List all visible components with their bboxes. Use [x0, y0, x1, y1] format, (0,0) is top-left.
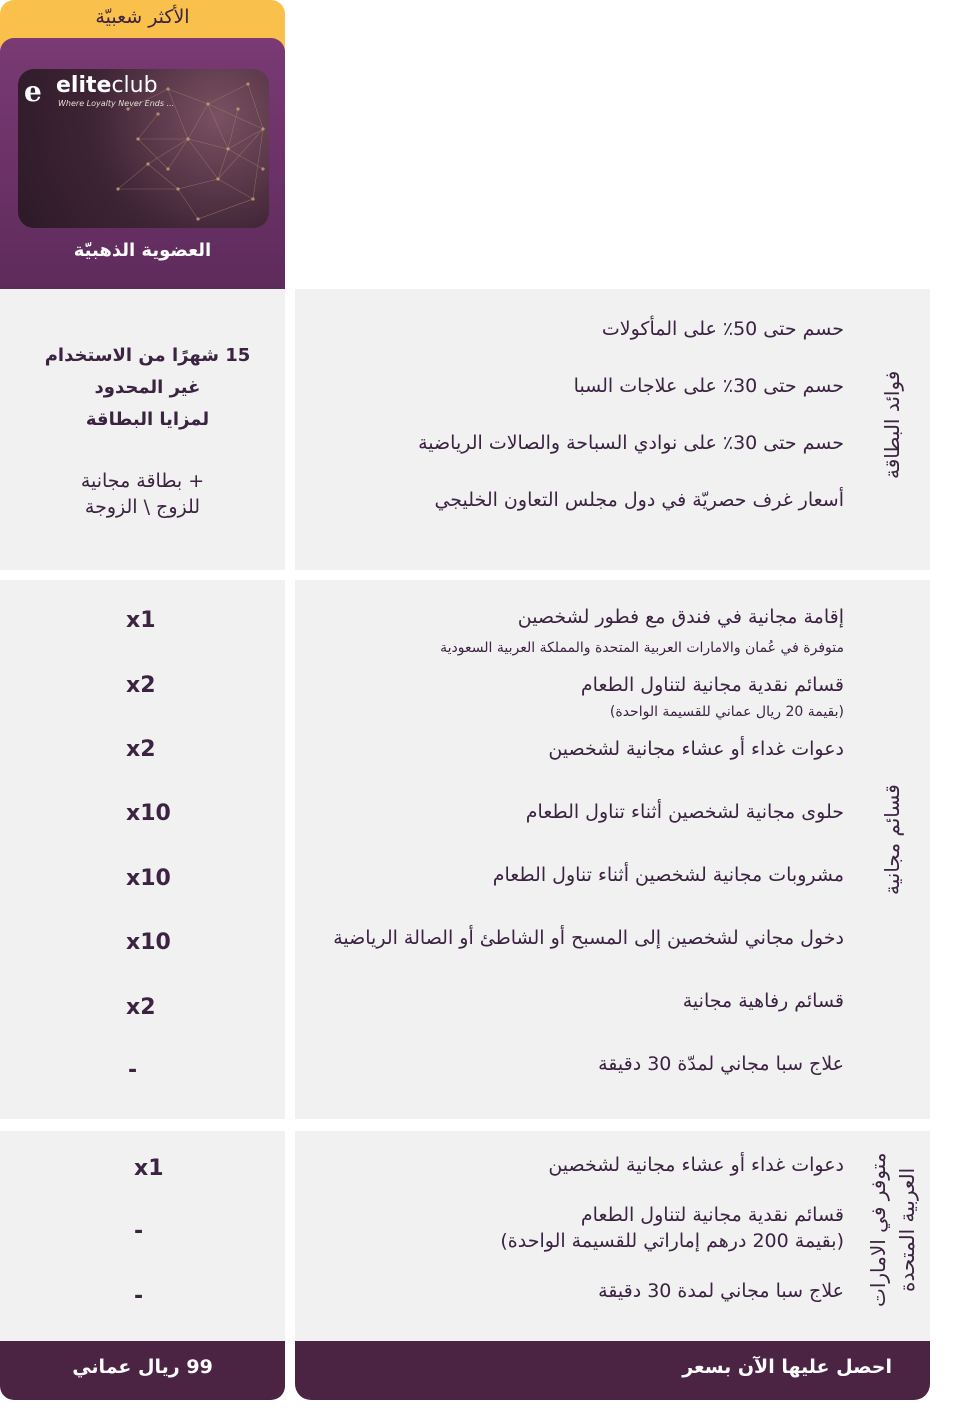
uae-note: (بقيمة 200 درهم إماراتي للقسيمة الواحدة) [500, 1230, 844, 1252]
voucher-item: دعوات غداء أو عشاء مجانية لشخصين [548, 738, 844, 760]
usage-period: 15 شهرًا من الاستخدام غير المحدود لمزايا البطاقة [44, 345, 251, 430]
uae-section-label-line1: متوفر في الامارات [866, 1152, 890, 1308]
voucher-qty: x10 [126, 866, 171, 891]
voucher-qty: x1 [126, 608, 156, 633]
voucher-qty: x2 [126, 673, 156, 698]
benefit-item: أسعار غرف حصريّة في دول مجلس التعاون الخليجي [434, 489, 844, 511]
price-bar [0, 1341, 285, 1400]
voucher-qty: - [128, 1058, 138, 1083]
vouchers-panel [295, 580, 930, 1119]
membership-card-image [18, 69, 269, 228]
voucher-item: قسائم رفاهية مجانية [682, 990, 844, 1012]
voucher-qty: x2 [126, 995, 156, 1020]
elite-club-logo-text: eliteclub [56, 73, 158, 98]
cta-label: احصل عليها الآن بسعر [682, 1356, 892, 1378]
voucher-note: (بقيمة 20 ريال عماني للقسيمة الواحدة) [609, 704, 844, 720]
price-label: 99 ريال عماني [72, 1356, 213, 1378]
voucher-qty: x10 [126, 801, 171, 826]
free-spouse-card: + بطاقة مجانية للزوج \ الزوجة [80, 470, 205, 518]
uae-item: قسائم نقدية مجانية لتناول الطعام [580, 1204, 844, 1226]
voucher-note: متوفرة في عُمان والامارات العربية المتحدة والمملكة العربية السعودية [440, 640, 844, 656]
most-popular-label: الأكثر شعبيّة [95, 6, 190, 28]
benefit-item: حسم حتى 30٪ على نوادي السباحة والصالات الرياضية [418, 432, 844, 454]
voucher-qty: x10 [126, 930, 171, 955]
voucher-item: قسائم نقدية مجانية لتناول الطعام [580, 674, 844, 696]
benefit-item: حسم حتى 30٪ على علاجات السبا [573, 375, 844, 397]
voucher-item: حلوى مجانية لشخصين أثناء تناول الطعام [525, 801, 844, 823]
benefits-section-label: فوائد البطاقة [880, 370, 904, 480]
voucher-item: دخول مجاني لشخصين إلى المسبح أو الشاطئ أو الصالة الرياضية [333, 927, 844, 949]
voucher-qty: x2 [126, 737, 156, 762]
uae-section-label-line2: العربية المتحدة [895, 1167, 919, 1293]
get-it-now-button[interactable] [295, 1341, 930, 1400]
vouchers-section-label: قسائم مجانية [880, 784, 904, 896]
uae-qty: - [134, 1219, 144, 1244]
uae-qty: - [134, 1284, 144, 1309]
uae-qty: x1 [134, 1156, 164, 1181]
voucher-item: مشروبات مجانية لشخصين أثناء تناول الطعام [492, 864, 844, 886]
voucher-item: إقامة مجانية في فندق مع فطور لشخصين [517, 606, 844, 628]
uae-item: دعوات غداء أو عشاء مجانية لشخصين [548, 1154, 844, 1176]
logo-tagline: Where Loyalty Never Ends ... [58, 99, 175, 108]
elite-club-logo-icon: e [24, 75, 42, 108]
benefit-item: حسم حتى 50٪ على المأكولات [601, 318, 844, 340]
vouchers-qty-panel [0, 580, 285, 1119]
voucher-item: علاج سبا مجاني لمدّة 30 دقيقة [598, 1053, 844, 1075]
tier-name: العضوية الذهبيّة [73, 240, 212, 261]
uae-item: علاج سبا مجاني لمدة 30 دقيقة [598, 1280, 844, 1302]
